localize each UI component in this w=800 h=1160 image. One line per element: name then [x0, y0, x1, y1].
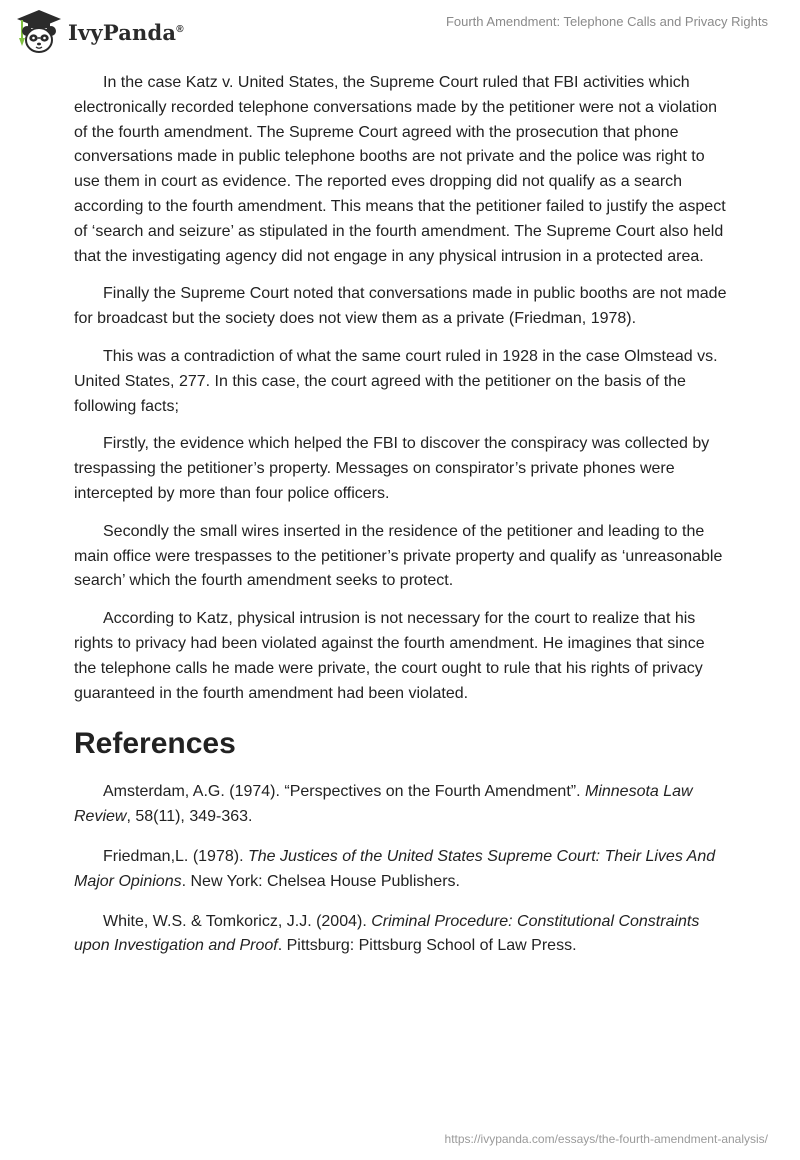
reference-source-title: Criminal Procedure: Constitutional Constraints upon Investigation and Proof: [74, 912, 700, 955]
reference-item-1: [74, 780, 728, 830]
brand-name-text: IvyPanda: [68, 19, 177, 45]
page-header: [0, 0, 800, 60]
reference-item-2: [74, 845, 728, 895]
brand-name: [68, 20, 184, 45]
reference-item-3: [74, 910, 728, 960]
reference-text: Amsterdam, A.G. (1974). “Perspectives on the Fourth Amendment”.: [103, 783, 585, 801]
reference-source-title: Minnesota Law Review: [74, 783, 693, 826]
reference-details: . Pittsburg: Pittsburg School of Law Press.: [277, 937, 577, 955]
body-paragraph-4: Firstly, the evidence which helped the FBI to discover the conspiracy was collected by trespassing the petitioner’s property. Messages on conspirator’s private phones were intercepted by more than four police officers.: [74, 435, 710, 502]
panda-graduate-icon: [14, 8, 64, 56]
body-paragraph-2: Finally the Supreme Court noted that conversations made in public booths are not made for broadcast but the society does not view them as a private (Friedman, 1978).: [74, 285, 727, 328]
body-paragraph-1: In the case Katz v. United States, the Supreme Court ruled that FBI activities which electronically recorded telephone conversations made by the petitioner were not a violation of the fourth amendment. The Supreme Court agreed with the prosecution that phone conversations made in public telephone booths are not private and the police was right to use them in court as evidence. The reported eves dropping did not qualify as a search according to the fourth amendment. This means that the petitioner failed to justify the aspect of ‘search and seizure’ as stipulated in the fourth amendment. The Supreme Court also held that the investigating agency did not engage in any physical intrusion in a protected area.: [74, 74, 726, 265]
reference-text: White, W.S. & Tomkoricz, J.J. (2004).: [103, 912, 372, 930]
reference-details: , 58(11), 349-363.: [126, 808, 253, 826]
brand-logo[interactable]: [14, 8, 184, 56]
body-paragraph-3: This was a contradiction of what the same court ruled in 1928 in the case Olmstead vs. United States, 277. In this case, the court agreed with the petitioner on the basis of the following facts;: [74, 347, 718, 415]
body-paragraph-6: According to Katz, physical intrusion is not necessary for the court to realize that his rights to privacy had been violated against the fourth amendment. He imagines that since the telephone calls he made were private, the court ought to rule that his rights of privacy guaranteed in the fourth amendment had been violated.: [74, 610, 705, 702]
reference-text: Friedman,L. (1978).: [103, 847, 248, 865]
source-url-link[interactable]: https://ivypanda.com/essays/the-fourth-amendment-analysis/: [444, 1132, 768, 1146]
essay-body: [74, 71, 728, 974]
body-paragraph-5: Secondly the small wires inserted in the residence of the petitioner and leading to the main office were trespasses to the petitioner’s private property and qualify as ‘unreasonable search’ which the fourth amendment seeks to protect.: [74, 522, 723, 590]
document-title: Fourth Amendment: Telephone Calls and Privacy Rights: [445, 14, 768, 29]
references-heading: References: [74, 727, 236, 761]
registered-mark: ®: [176, 23, 184, 35]
reference-source-title: The Justices of the United States Supreme Court: Their Lives And Major Opinions: [74, 847, 716, 890]
reference-details: . New York: Chelsea House Publishers.: [181, 872, 460, 890]
